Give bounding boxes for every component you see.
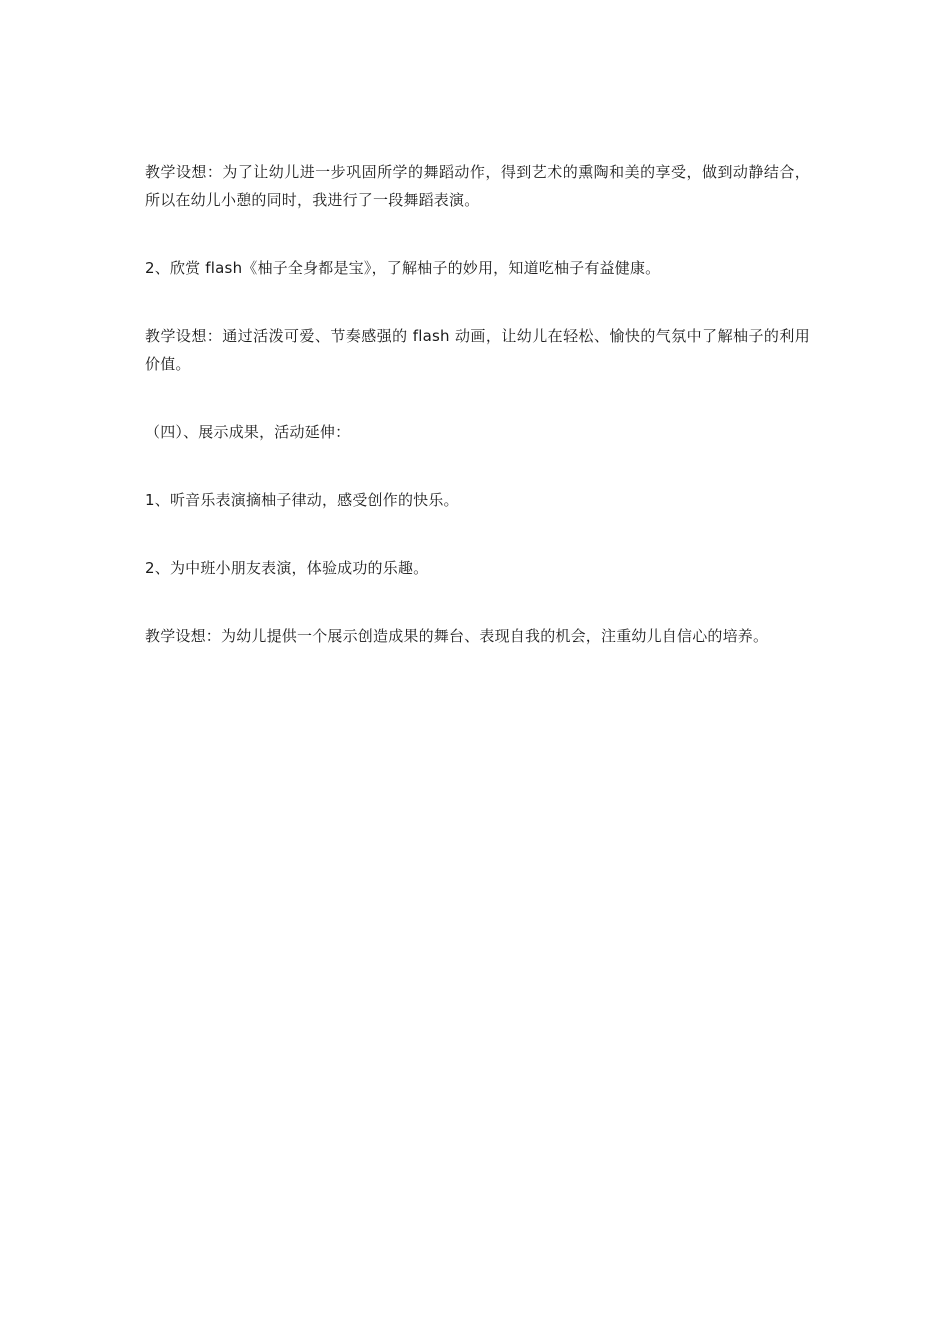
paragraph-step-2-perform: 2、为中班小朋友表演，体验成功的乐趣。 — [145, 559, 429, 577]
document-page — [145, 158, 810, 650]
section-heading-four: （四）、展示成果，活动延伸： — [145, 423, 351, 441]
paragraph-design-idea-1: 教学设想：为了让幼儿进一步巩固所学的舞蹈动作，得到艺术的熏陶和美的享受，做到动静结合，所以在幼儿小憩的同时，我进行了一段舞蹈表演。 — [145, 163, 810, 209]
paragraph-step-1-music: 1、听音乐表演摘柚子律动，感受创作的快乐。 — [145, 491, 459, 509]
paragraph-design-idea-2: 教学设想：通过活泼可爱、节奏感强的 flash 动画，让幼儿在轻松、愉快的气氛中了解柚子的利用价值。 — [145, 327, 810, 373]
paragraph-design-idea-3: 教学设想：为幼儿提供一个展示创造成果的舞台、表现自我的机会，注重幼儿自信心的培养。 — [145, 627, 769, 645]
paragraph-step-2-flash: 2、欣赏 flash《柚子全身都是宝》，了解柚子的妙用，知道吃柚子有益健康。 — [145, 259, 661, 277]
